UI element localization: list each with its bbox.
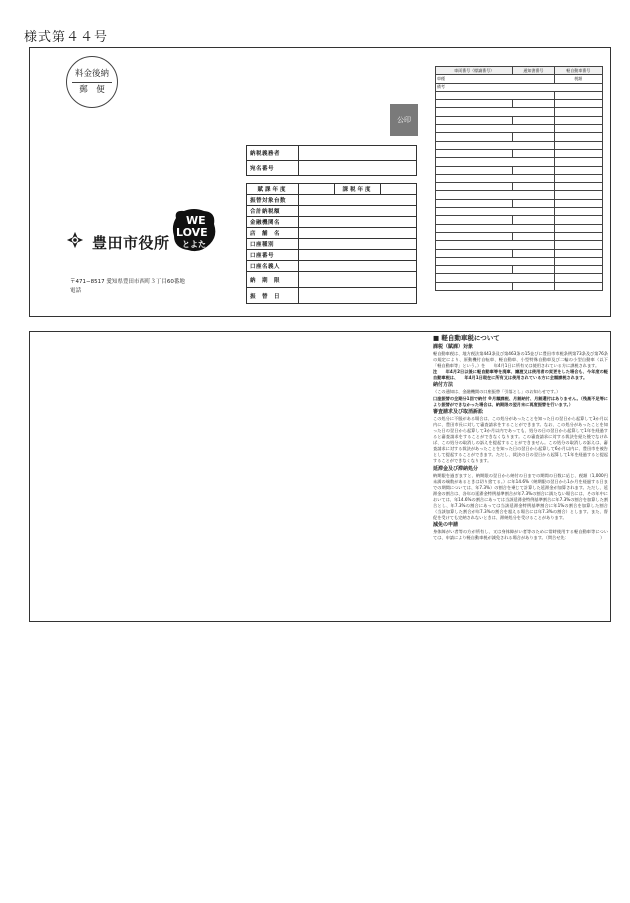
postcard-back-panel <box>29 331 611 622</box>
grid-row <box>436 183 603 191</box>
grid-cell <box>554 266 603 274</box>
grid-cell <box>513 100 554 108</box>
row-label: 口座名義人 <box>247 261 299 272</box>
grid-cell <box>554 158 603 166</box>
grid-row <box>436 249 603 257</box>
address-number-label: 宛名番号 <box>247 161 299 176</box>
grid-cell <box>436 266 513 274</box>
we-love-toyota-badge <box>170 208 218 252</box>
row-label: 口座番号 <box>247 250 299 261</box>
grid-note-row <box>436 83 603 91</box>
grid-row <box>436 257 603 265</box>
vehicle-grid-table <box>435 66 603 291</box>
grid-cell <box>513 249 554 257</box>
payer-label: 納税義務者 <box>247 146 299 161</box>
row-value <box>299 217 417 228</box>
grid-cell <box>436 133 513 141</box>
grid-cell <box>436 274 555 282</box>
grid-row <box>436 208 603 216</box>
grid-note-cell: 備考 <box>436 83 603 91</box>
stamp-line1: 料金後納 <box>74 68 109 79</box>
grid-header-row <box>436 67 603 75</box>
grid-row <box>436 174 603 182</box>
grid-cell <box>436 216 513 224</box>
grid-cell <box>436 108 555 116</box>
badge-line2: LOVE <box>176 226 208 239</box>
grid-cell <box>554 133 603 141</box>
grid-cell <box>554 224 603 232</box>
levy-year-label: 課税年度 <box>335 184 381 195</box>
table-row <box>247 288 417 304</box>
badge-line1: WE <box>186 214 206 227</box>
grid-cell <box>436 191 555 199</box>
grid-row <box>436 91 603 99</box>
row-label: 納 期 限 <box>247 272 299 288</box>
table-row <box>247 206 417 217</box>
grid-row <box>436 191 603 199</box>
notice-paragraph: この処分に不服がある場合は、この処分があったことを知った日の翌日から起算して3か月以内に、豊田市長に対して審査請求をすることができます。なお、この処分があったことを知った日の翌日から起算して3か月以内であっても、処分の日の翌日から起算して1年を経過すると審査請求をすることができなくなります。この審査請求に対する裁決を経た後でなければ、この処分の取消しの訴えを提起することができません。この処分の取消しの訴えは、審査請求に対する裁決があったことを知った日の翌日から起算して6か月以内に、豊田市を被告として提起することができます。ただし、裁決の日の翌日から起算して1年を経過すると提起することができなくなります。 <box>433 415 608 464</box>
city-name: 豊田市役所 <box>92 234 170 252</box>
tax-year-value <box>299 184 335 195</box>
grid-cell <box>436 249 513 257</box>
grid-cell <box>513 116 554 124</box>
grid-cell <box>436 257 555 265</box>
table-row <box>247 250 417 261</box>
grid-cell <box>436 241 555 249</box>
grid-cell <box>513 149 554 157</box>
grid-cell <box>554 216 603 224</box>
grid-cell <box>436 208 555 216</box>
grid-cell <box>436 125 555 133</box>
grid-cell <box>554 191 603 199</box>
notice-paragraph: 注 年4月2日以後に軽自動車等を廃車、譲渡又は使用者の変更をした場合も、今年度の軽自動車税は、 年4月1日現在に所有又は使用されている方に全額課税されます。 <box>433 369 608 381</box>
grid-row <box>436 141 603 149</box>
table-row <box>247 261 417 272</box>
notice-title: ■ 軽自動車税について <box>433 334 500 342</box>
grid-row <box>436 149 603 157</box>
grid-cell <box>436 141 555 149</box>
payer-row <box>247 146 417 161</box>
table-row <box>247 228 417 239</box>
grid-header-cell: 通知書番号 <box>513 67 554 75</box>
grid-row <box>436 241 603 249</box>
grid-cell <box>436 116 513 124</box>
notice-section-heading: 延滞金及び滞納処分 <box>433 465 479 472</box>
notice-section-heading: 減免の申請 <box>433 522 459 529</box>
levy-year-value <box>381 184 417 195</box>
notice-section-heading: 課税（賦課）対象 <box>433 344 474 350</box>
grid-row <box>436 133 603 141</box>
grid-cell <box>436 166 513 174</box>
grid-row <box>436 282 603 290</box>
row-value <box>299 228 417 239</box>
badge-line3: とよた <box>182 240 206 249</box>
row-value <box>299 288 417 304</box>
grid-cell <box>513 199 554 207</box>
notice-paragraph: 身体障がい者等の方が所有し、又は身体障がい者等のために常時使用する軽自動車等については、申請により軽自動車税が減免される場合があります。（問合せ先： ） <box>433 529 608 541</box>
grid-cell <box>554 232 603 240</box>
grid-row <box>436 216 603 224</box>
tax-year-label: 賦課年度 <box>247 184 299 195</box>
grid-cell <box>436 158 555 166</box>
grid-cell <box>554 183 603 191</box>
grid-cell <box>436 100 513 108</box>
grid-cell <box>554 100 603 108</box>
grid-cell <box>513 133 554 141</box>
notice-paragraph: （この通知は、金融機関の口座振替「引落とし」のお知らせです。） <box>433 389 561 395</box>
grid-cell <box>436 282 513 290</box>
row-value <box>299 195 417 206</box>
postage-paid-stamp <box>66 56 118 108</box>
grid-cell <box>436 224 555 232</box>
row-label: 店 舗 名 <box>247 228 299 239</box>
city-emblem-icon <box>66 231 84 249</box>
grid-cell <box>554 199 603 207</box>
grid-cell <box>554 257 603 265</box>
payer-value <box>299 146 417 161</box>
tax-notice <box>433 334 608 541</box>
table-row <box>247 272 417 288</box>
grid-cell <box>554 241 603 249</box>
grid-row <box>436 224 603 232</box>
grid-cell <box>554 166 603 174</box>
grid-cell <box>436 199 513 207</box>
grid-cell <box>513 166 554 174</box>
grid-cell <box>513 183 554 191</box>
grid-cell <box>554 249 603 257</box>
grid-sub-cell: 税額 <box>554 75 603 83</box>
city-address <box>70 278 185 296</box>
grid-header-cell: 軽自動車番号 <box>554 67 603 75</box>
address-number-row <box>247 161 417 176</box>
grid-row <box>436 100 603 108</box>
table-row <box>247 239 417 250</box>
address-number-value <box>299 161 417 176</box>
grid-sub-row <box>436 75 603 83</box>
grid-cell <box>554 91 603 99</box>
notice-paragraph: 口座振替の全期分1回で納付 ※月額課税、月割納付、月割還付はありません。（残高不足等により振替ができなかった場合は、納期限の翌月末に再度振替を行います。） <box>433 395 608 407</box>
phone-line: 電話 <box>70 288 82 294</box>
grid-row <box>436 108 603 116</box>
grid-cell <box>554 149 603 157</box>
grid-cell <box>436 232 513 240</box>
grid-row <box>436 158 603 166</box>
row-label: 口座種別 <box>247 239 299 250</box>
address-line: 〒471−8517 愛知県豊田市西町３丁目60番地 <box>70 279 185 285</box>
payment-detail-table <box>246 183 417 304</box>
row-label: 振替対象台数 <box>247 195 299 206</box>
grid-cell <box>554 208 603 216</box>
grid-cell <box>554 116 603 124</box>
form-number: 様式第４４号 <box>24 30 109 45</box>
grid-cell <box>436 183 513 191</box>
row-label: 金融機関名 <box>247 217 299 228</box>
grid-cell <box>513 282 554 290</box>
grid-cell <box>513 216 554 224</box>
row-value <box>299 250 417 261</box>
grid-cell <box>554 141 603 149</box>
row-label: 振 替 日 <box>247 288 299 304</box>
grid-row <box>436 125 603 133</box>
grid-cell <box>554 108 603 116</box>
payer-table <box>246 145 417 176</box>
row-value <box>299 239 417 250</box>
notice-section-heading: 納付方法 <box>433 382 454 389</box>
grid-cell <box>436 174 555 182</box>
row-label: 合計納税額 <box>247 206 299 217</box>
grid-cell <box>554 125 603 133</box>
grid-sub-cell: 車種 <box>436 75 555 83</box>
grid-row <box>436 166 603 174</box>
grid-cell <box>554 274 603 282</box>
year-row <box>247 184 417 195</box>
row-value <box>299 206 417 217</box>
row-value <box>299 272 417 288</box>
row-value <box>299 261 417 272</box>
notice-paragraph: 納期限を過ぎますと、納期限の翌日から納付の日までの期間の日数に応じ、税額（1,000円未満の端数があるときは切り捨てる。）に年14.6%（納期限の翌日から1か月を経過する日までの期間については、年7.3%）の割合を乗じて計算した延滞金が加算されます。ただし、延滞金の割合は、各年の延滞金特例基準割合が年7.3%の割合に満たない場合には、その年中においては、年14.6%の割合にあっては当該延滞金特例基準割合に年7.3%の割合を加算した割合とし、年7.3%の割合にあっては当該延滞金特例基準割合に年1%の割合を加算した割合（当該加算した割合が年7.3%の割合を超える場合には年7.3%の割合）とします。また、督促を受けても完納されないときは、滞納処分を受けることがあります。 <box>433 472 608 521</box>
notice-section-heading: 審査請求及び取消訴訟 <box>433 408 484 415</box>
grid-cell <box>436 91 555 99</box>
grid-row <box>436 116 603 124</box>
stamp-line2: 郵 便 <box>79 84 105 95</box>
table-row <box>247 217 417 228</box>
grid-row <box>436 274 603 282</box>
grid-row <box>436 232 603 240</box>
grid-cell <box>513 232 554 240</box>
notice-paragraph: 軽自動車税は、地方税法第443条及び第463条の15並びに豊田市市税条例第73条及び第76条の規定により、原動機付自転車、軽自動車、小型特殊自動車及び二輪の小型自動車（以下「軽自動車等」という。）を 年4月1日に所有又は使用されている方に課税されます。 <box>433 351 608 369</box>
official-seal: 公印 <box>390 104 418 136</box>
table-row <box>247 195 417 206</box>
grid-header-cell: 車両番号（標識番号） <box>436 67 513 75</box>
grid-row <box>436 199 603 207</box>
postcard-front-panel <box>29 47 611 317</box>
grid-cell <box>513 266 554 274</box>
grid-row <box>436 266 603 274</box>
grid-cell <box>436 149 513 157</box>
grid-cell <box>554 282 603 290</box>
grid-cell <box>554 174 603 182</box>
